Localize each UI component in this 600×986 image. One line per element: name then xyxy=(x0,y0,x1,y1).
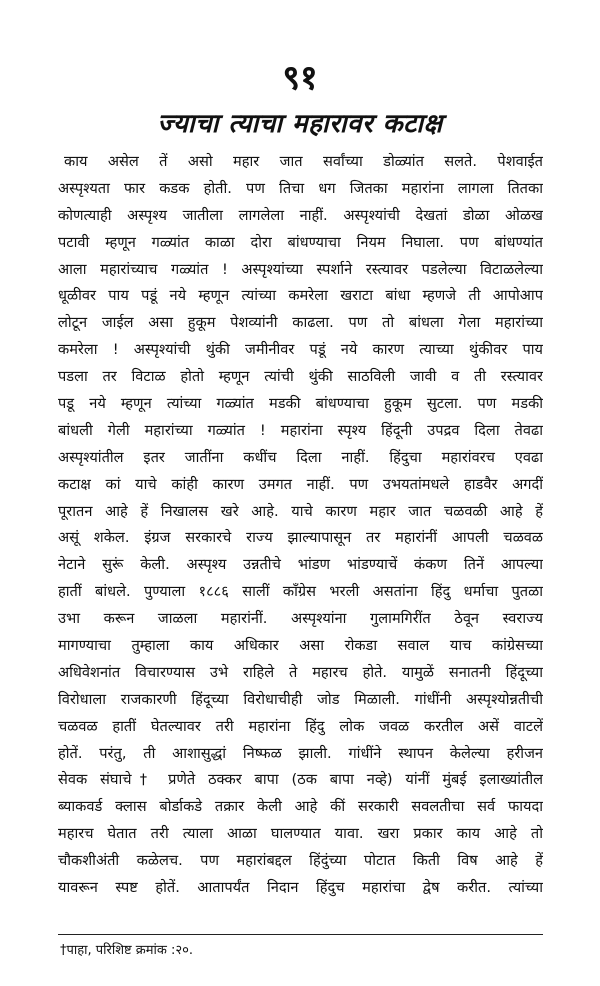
body-line: महारच घेतात तरी त्याला आळा घालण्यात यावा. खरा प्रकार काय आहे तो xyxy=(58,825,543,843)
body-line: धूळीवर पाय पडूं नये म्हणून त्यांच्या कमरेला खराटा बांधा म्हणजे ती आपोआप xyxy=(58,287,543,305)
body-line: लोटून जाईल असा हुकूम पेशव्यांनी काढला. पण तो बांधला गेला महारांच्या xyxy=(58,314,543,332)
body-line: पटावी म्हणून गळ्यांत काळा दोरा बांधण्याचा नियम निघाला. पण बांधण्यांत xyxy=(58,233,543,251)
body-line: पडू नये म्हणून त्यांच्या गळ्यांत मडकी बांधण्याचा हुकूम सुटला. पण मडकी xyxy=(58,395,543,413)
body-line: काय असेल तें असो महार जात सर्वांच्या डोळ्यांत सलते. पेशवाईत xyxy=(64,153,543,170)
chapter-title: ज्याचा त्याचा महारावर कटाक्ष xyxy=(157,109,443,139)
body-line: चौकशीअंती कळेलच. पण महारांबद्दल हिंदुंच्या पोटात किती विष आहे हें xyxy=(58,852,543,870)
body-line: बांधली गेली महारांच्या गळ्यांत ! महारांना स्पृश्य हिंदूनी उपद्रव दिला तेवढा xyxy=(58,421,543,439)
footnote-divider xyxy=(58,934,543,935)
body-line: कमरेला ! अस्पृश्यांची थुंकी जमीनीवर पडूं नये कारण त्याच्या थुंकीवर पाय xyxy=(58,341,543,359)
body-line: पूरातन आहे हें निखालस खरे आहे. याचे कारण महार जात चळवळी आहे हें xyxy=(58,502,543,520)
body-line: होतें. परंतु, ती आशासुद्धां निष्फळ झाली. गांधींने स्थापन केलेल्या हरीजन xyxy=(58,744,543,762)
body-line: नेटाने सुरूं केली. अस्पृश्य उन्नतीचे भांडण भांडण्याचें कंकण तिनें आपल्या xyxy=(58,556,543,574)
footnote: †पाहा, परिशिष्ट क्रमांक :२०. xyxy=(60,943,194,958)
body-line: विरोधाला राजकारणी हिंदूच्या विरोधाचीही जोड मिळाली. गांधींनी अस्पृश्योन्नतीची xyxy=(58,690,543,708)
body-text xyxy=(58,149,543,902)
body-line: मागण्याचा तुम्हाला काय अधिकार असा रोकडा सवाल याच कांग्रेसच्या xyxy=(58,637,543,655)
body-line: कटाक्ष कां याचे कांही कारण उमगत नाहीं. पण उभयतांमधले हाडवैर अगदीं xyxy=(58,475,543,493)
body-line: हातीं बांधले. पुण्याला १८८६ सालीं कॉंग्रेस भरली असतांना हिंदु धर्माचा पुतळा xyxy=(58,583,543,601)
page-number: ९१ xyxy=(282,58,318,98)
body-line: अस्पृश्यांतील इतर जातींना कधींच दिला नाहीं. हिंदुचा महारांवरच एवढा xyxy=(58,448,543,466)
body-line: सेवक संघाचे† प्रणेते ठक्कर बापा (ठक बापा नव्हे) यांनीं मुंबई इलाख्यांतील xyxy=(58,771,543,789)
body-line: ब्याकवर्ड क्लास बोर्डाकडे तक्रार केली आहे कीं सरकारी सवलतीचा सर्व फायदा xyxy=(58,798,543,816)
body-line: यावरून स्पष्ट होतें. आतापर्यंत निदान हिंदुच महारांचा द्वेष करीत. त्यांच्या xyxy=(58,879,543,897)
body-line: अधिवेशनांत विचारण्यास उभे राहिले ते महारच होते. यामुळें सनातनी हिंदूच्या xyxy=(58,663,543,681)
body-line: पडला तर विटाळ होतो म्हणून त्यांची थुंकी साठविली जावी व ती रस्त्यावर xyxy=(58,368,543,386)
body-line: अस्पृश्यता फार कडक होती. पण तिचा धग जितका महारांना लागला तितका xyxy=(58,179,543,197)
body-line: आला महारांच्याच गळ्यांत ! अस्पृश्यांच्या स्पर्शाने रस्त्यावर पडलेल्या विटाळलेल्या xyxy=(58,260,543,278)
body-line: असूं शकेल. इंग्रज सरकारचे राज्य झाल्यापासून तर महारांनीं आपली चळवळ xyxy=(58,529,543,547)
body-line: कोणत्याही अस्पृश्य जातीला लागलेला नाहीं. अस्पृश्यांची देखतां डोळा ओळख xyxy=(58,206,543,224)
body-line: चळवळ हातीं घेतल्यावर तरी महारांना हिंदु लोक जवळ करतील असें वाटलें xyxy=(58,717,543,735)
body-line: उभा करून जाळला महारांनीं. अस्पृश्यांना गुलामगिरींत ठेवून स्वराज्य xyxy=(58,610,543,628)
